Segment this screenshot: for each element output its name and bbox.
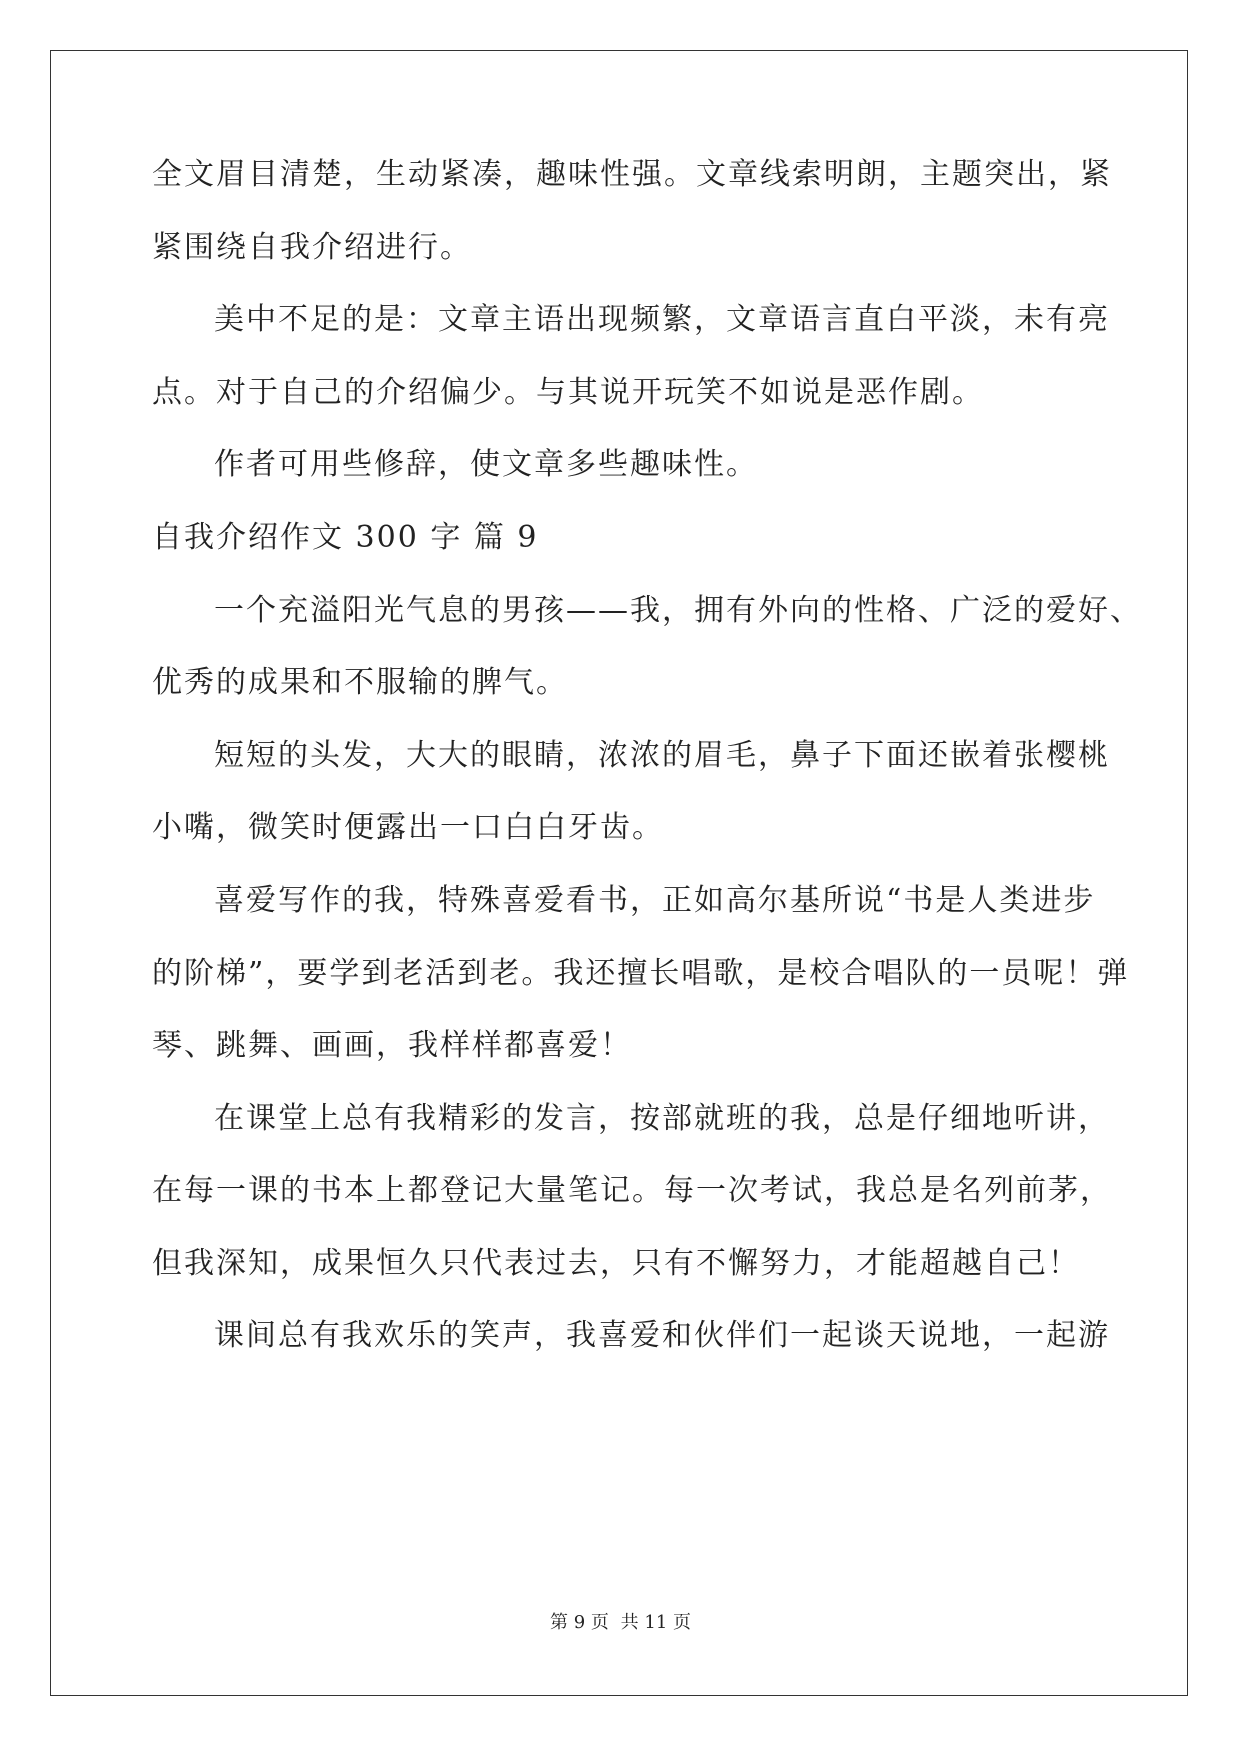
text-line: 美中不足的是：文章主语出现频繁，文章语言直白平淡，未有亮 [214, 302, 1110, 337]
text-line: 短短的头发，大大的眼睛，浓浓的眉毛，鼻子下面还嵌着张樱桃 [214, 738, 1110, 773]
text-line: 全文眉目清楚，生动紧凑，趣味性强。文章线索明朗，主题突出，紧 [152, 157, 1112, 192]
text-line: 在每一课的书本上都登记大量笔记。每一次考试，我总是名列前茅， [152, 1173, 1112, 1208]
text-line: 的阶梯”，要学到老活到老。我还擅长唱歌，是校合唱队的一员呢！弹 [152, 956, 1130, 991]
page-total: 共 11 页 [620, 1612, 691, 1633]
text-line: 课间总有我欢乐的笑声，我喜爱和伙伴们一起谈天说地，一起游 [214, 1318, 1110, 1353]
text-line: 一个充溢阳光气息的男孩——我，拥有外向的性格、广泛的爱好、 [214, 593, 1142, 628]
page-number: 第 9 页 [550, 1612, 609, 1633]
text-line: 优秀的成果和不服输的脾气。 [152, 665, 568, 700]
text-line: 点。对于自己的介绍偏少。与其说开玩笑不如说是恶作剧。 [152, 375, 984, 410]
page-border [50, 50, 1188, 1696]
text-line: 琴、跳舞、画画，我样样都喜爱！ [152, 1028, 632, 1063]
text-line: 在课堂上总有我精彩的发言，按部就班的我，总是仔细地听讲， [214, 1101, 1110, 1136]
text-line: 但我深知，成果恒久只代表过去，只有不懈努力，才能超越自己！ [152, 1246, 1080, 1281]
text-line: 作者可用些修辞，使文章多些趣味性。 [214, 447, 758, 482]
page-footer [0, 1608, 1241, 1634]
section-heading: 自我介绍作文 300 字 篇 9 [152, 520, 539, 555]
text-line: 紧围绕自我介绍进行。 [152, 230, 472, 265]
text-line: 喜爱写作的我，特殊喜爱看书，正如高尔基所说“书是人类进步 [214, 883, 1096, 918]
text-line: 小嘴，微笑时便露出一口白白牙齿。 [152, 810, 664, 845]
